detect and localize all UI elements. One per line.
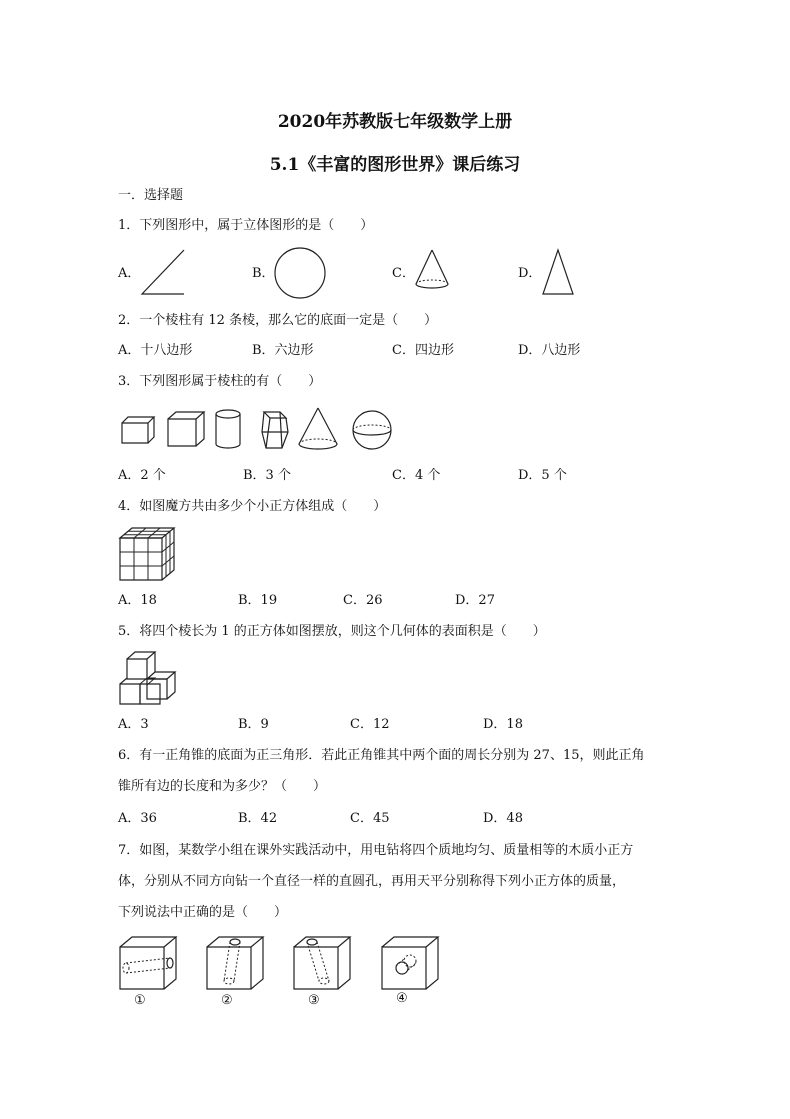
angle-figure bbox=[140, 248, 190, 298]
q6-stem-line1: 6．有一正角锥的底面为正三角形．若此正角锥其中两个面的周长分别为 27、15，则此正角 bbox=[118, 748, 645, 763]
q3-stem: 3．下列图形属于棱柱的有（ ） bbox=[118, 374, 322, 389]
q5-option-b: B．9 bbox=[238, 717, 269, 732]
q6-option-c: C．45 bbox=[350, 811, 390, 826]
q4-option-c: C．26 bbox=[343, 593, 383, 608]
sphere-figure bbox=[350, 409, 394, 451]
cube-figure bbox=[166, 410, 206, 448]
q2-option-a: A．十八边形 bbox=[118, 343, 193, 358]
drilled-cube-1-figure bbox=[118, 935, 180, 991]
q1-option-c: C． bbox=[392, 266, 415, 281]
q6-option-a: A．36 bbox=[118, 811, 157, 826]
q6-option-d: D．48 bbox=[483, 811, 523, 826]
q4-option-a: A．18 bbox=[118, 593, 157, 608]
q7-figure-label-4: ④ bbox=[396, 991, 408, 1006]
q1-option-b: B． bbox=[252, 266, 275, 281]
q7-stem-line3: 下列说法中正确的是（ ） bbox=[118, 905, 288, 920]
q3-option-b: B．3 个 bbox=[243, 468, 291, 483]
q7-figure-label-1: ① bbox=[134, 993, 146, 1008]
q5-option-a: A．3 bbox=[118, 717, 149, 732]
drilled-cube-4-figure bbox=[380, 935, 442, 991]
q5-stem: 5．将四个棱长为 1 的正方体如图摆放，则这个几何体的表面积是（ ） bbox=[118, 624, 546, 639]
q1-option-d: D． bbox=[518, 266, 542, 281]
frustum-figure bbox=[260, 410, 290, 450]
q3-option-a: A．2 个 bbox=[118, 468, 166, 483]
q7-stem-line1: 7．如图，某数学小组在课外实践活动中，用电钻将四个质地均匀、质量相等的木质小正方 bbox=[118, 843, 634, 858]
q2-option-b: B．六边形 bbox=[252, 343, 314, 358]
q7-figure-label-2: ② bbox=[221, 993, 233, 1008]
stacked-cubes-figure bbox=[118, 649, 178, 707]
cuboid-figure bbox=[120, 415, 156, 445]
q6-option-b: B．42 bbox=[238, 811, 278, 826]
drilled-cube-2-figure bbox=[205, 935, 267, 991]
cone-figure bbox=[296, 406, 340, 452]
cylinder-figure bbox=[213, 408, 243, 450]
circle-figure bbox=[273, 246, 327, 300]
q6-stem-line2: 锥所有边的长度和为多少？（ ） bbox=[118, 779, 327, 794]
cone-figure bbox=[413, 248, 451, 290]
q5-option-d: D．18 bbox=[483, 717, 523, 732]
q4-option-d: D．27 bbox=[455, 593, 495, 608]
q7-stem-line2: 体，分别从不同方向钻一个直径一样的直圆孔，再用天平分别称得下列小正方体的质量， bbox=[118, 874, 626, 889]
q2-option-c: C．四边形 bbox=[392, 343, 454, 358]
q2-option-d: D．八边形 bbox=[518, 343, 581, 358]
q1-option-a: A． bbox=[118, 266, 141, 281]
q5-option-c: C．12 bbox=[350, 717, 390, 732]
rubiks-cube-figure bbox=[118, 526, 182, 582]
triangle-figure bbox=[541, 248, 575, 296]
document-title: 2020年苏教版七年级数学上册 bbox=[277, 112, 513, 132]
q4-option-b: B．19 bbox=[238, 593, 278, 608]
q1-stem: 1．下列图形中，属于立体图形的是（ ） bbox=[118, 218, 374, 233]
q7-figure-label-3: ③ bbox=[308, 993, 320, 1008]
q3-option-d: D．5 个 bbox=[518, 468, 567, 483]
document-subtitle: 5.1《丰富的图形世界》课后练习 bbox=[269, 155, 521, 175]
q3-option-c: C．4 个 bbox=[392, 468, 441, 483]
section-heading: 一．选择题 bbox=[118, 188, 184, 203]
drilled-cube-3-figure bbox=[292, 935, 354, 991]
q2-stem: 2．一个棱柱有 12 条棱，那么它的底面一定是（ ） bbox=[118, 313, 438, 328]
q4-stem: 4．如图魔方共由多少个小正方体组成（ ） bbox=[118, 499, 387, 514]
